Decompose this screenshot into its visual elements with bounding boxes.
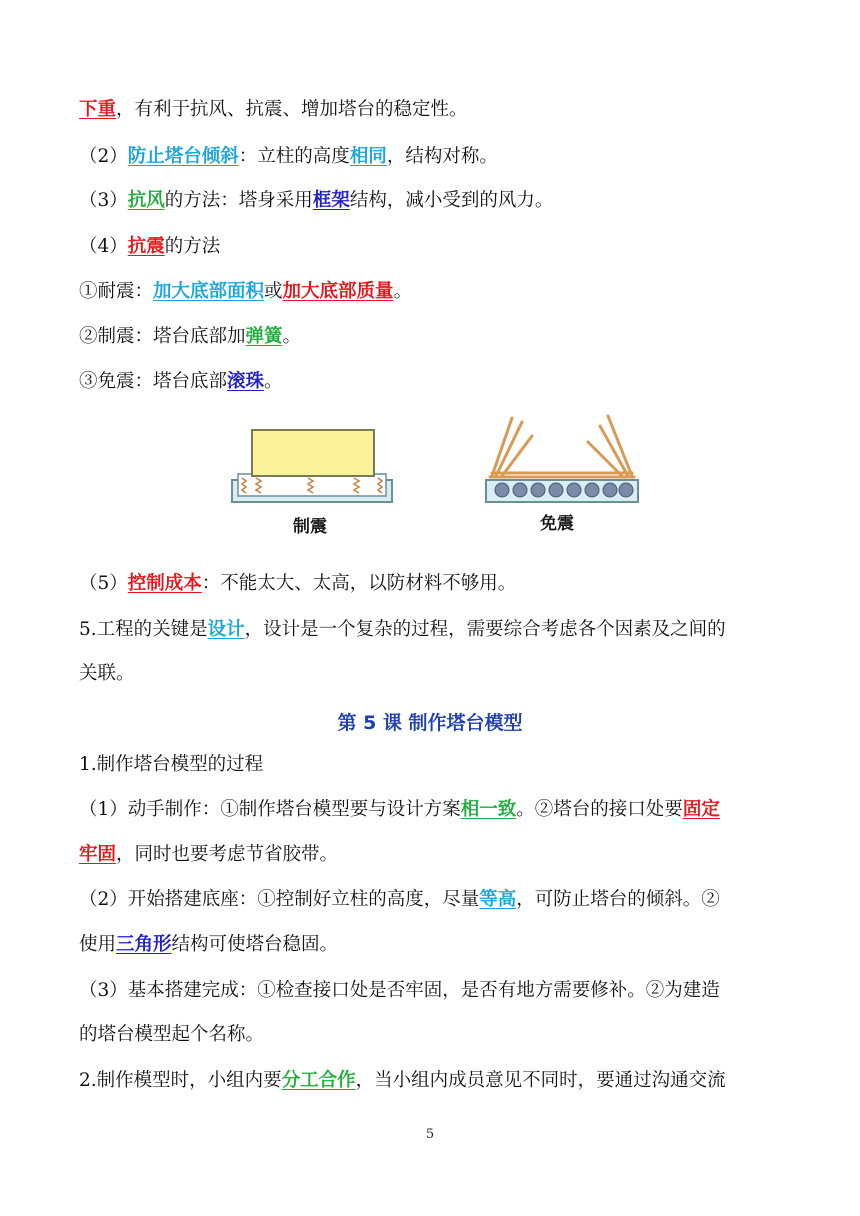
keyword: 滚珠 <box>227 371 265 392</box>
text-segment: ②制震：塔台底部加 <box>79 326 246 347</box>
text-segment: 的方法 <box>164 236 221 257</box>
text-segment: 。②塔台的接口处要 <box>516 799 683 820</box>
text-segment: （2） <box>79 146 128 167</box>
text-line-18 <box>79 1069 784 1093</box>
text-segment: （5） <box>79 573 128 594</box>
text-line-6 <box>79 325 784 349</box>
text-segment: ③免震：塔台底部 <box>79 371 228 392</box>
text-segment: ：不能太大、太高，以防材料不够用。 <box>201 573 517 594</box>
keyword: 框架 <box>312 190 350 211</box>
text-segment: ，同时也要考虑节省胶带。 <box>116 844 339 865</box>
text-line-2 <box>79 145 784 169</box>
keyword: 等高 <box>479 889 517 910</box>
text-segment: 使用 <box>79 934 117 955</box>
text-line-13 <box>79 843 784 867</box>
text-segment: ，设计是一个复杂的过程，需要综合考虑各个因素及之间的 <box>244 619 726 640</box>
text-segment: ，可防止塔台的倾斜。② <box>516 889 720 910</box>
text-line-11 <box>79 753 784 777</box>
keyword: 牢固 <box>79 844 117 865</box>
text-segment: （3）基本搭建完成：①检查接口处是否牢固，是否有地方需要修补。②为建造 <box>79 980 720 1001</box>
text-segment: 。 <box>393 281 413 302</box>
isolation-caption: 免震 <box>540 514 574 534</box>
keyword: 相一致 <box>460 799 517 820</box>
text-segment: （4） <box>79 236 128 257</box>
keyword: 固定 <box>682 799 720 820</box>
keyword: 弹簧 <box>245 326 283 347</box>
keyword: 防止塔台倾斜 <box>127 146 239 167</box>
text-segment: 关联。 <box>79 663 135 684</box>
text-segment: 的塔台模型起个名称。 <box>79 1024 265 1045</box>
text-line-8 <box>79 572 784 596</box>
text-segment: 1.制作塔台模型的过程 <box>79 754 264 775</box>
text-segment: 2.制作模型时，小组内要 <box>79 1070 282 1091</box>
text-segment: 或 <box>264 281 283 302</box>
text-segment: 的方法：塔身采用 <box>164 190 313 211</box>
isolation-figure <box>482 412 642 504</box>
text-segment: 结构，减小受到的风力。 <box>349 190 554 211</box>
keyword: 抗震 <box>127 236 165 257</box>
damping-figure <box>228 428 398 508</box>
lesson-heading: 第 5 课 制作塔台模型 <box>337 712 523 734</box>
text-line-17 <box>79 1023 784 1047</box>
text-segment: ，结构对称。 <box>386 146 498 167</box>
text-segment: 。 <box>282 326 302 347</box>
keyword: 三角形 <box>116 934 172 955</box>
text-line-14 <box>79 888 784 912</box>
text-line-9 <box>79 618 784 642</box>
text-line-15 <box>79 933 784 957</box>
keyword: 下重 <box>79 99 117 120</box>
text-line-1 <box>79 98 784 122</box>
text-line-7 <box>79 370 784 394</box>
keyword: 抗风 <box>127 190 165 211</box>
keyword: 设计 <box>207 619 245 640</box>
text-line-12 <box>79 798 784 822</box>
text-line-10 <box>79 662 784 686</box>
text-segment: ，当小组内成员意见不同时，要通过沟通交流 <box>355 1070 726 1091</box>
keyword: 控制成本 <box>127 573 202 594</box>
text-segment: （1）动手制作：①制作塔台模型要与设计方案 <box>79 799 461 820</box>
page-number: 5 <box>425 1127 435 1142</box>
text-segment: 5.工程的关键是 <box>79 619 208 640</box>
text-line-5 <box>79 280 784 304</box>
text-line-4 <box>79 235 784 259</box>
text-segment: （2）开始搭建底座：①控制好立柱的高度，尽量 <box>79 889 480 910</box>
text-line-16 <box>79 979 784 1003</box>
text-segment: （3） <box>79 190 128 211</box>
text-segment: ：立柱的高度 <box>238 146 350 167</box>
keyword: 分工合作 <box>281 1070 356 1091</box>
keyword: 加大底部面积 <box>153 281 265 302</box>
text-segment: 。 <box>264 371 283 392</box>
text-segment: 结构可使塔台稳固。 <box>171 934 339 955</box>
text-segment: ，有利于抗风、抗震、增加塔台的稳定性。 <box>116 99 468 120</box>
keyword: 加大底部质量 <box>282 281 394 302</box>
keyword: 相同 <box>349 146 387 167</box>
damping-caption: 制震 <box>293 517 327 537</box>
text-line-3 <box>79 189 784 213</box>
text-segment: ①耐震： <box>79 281 154 302</box>
